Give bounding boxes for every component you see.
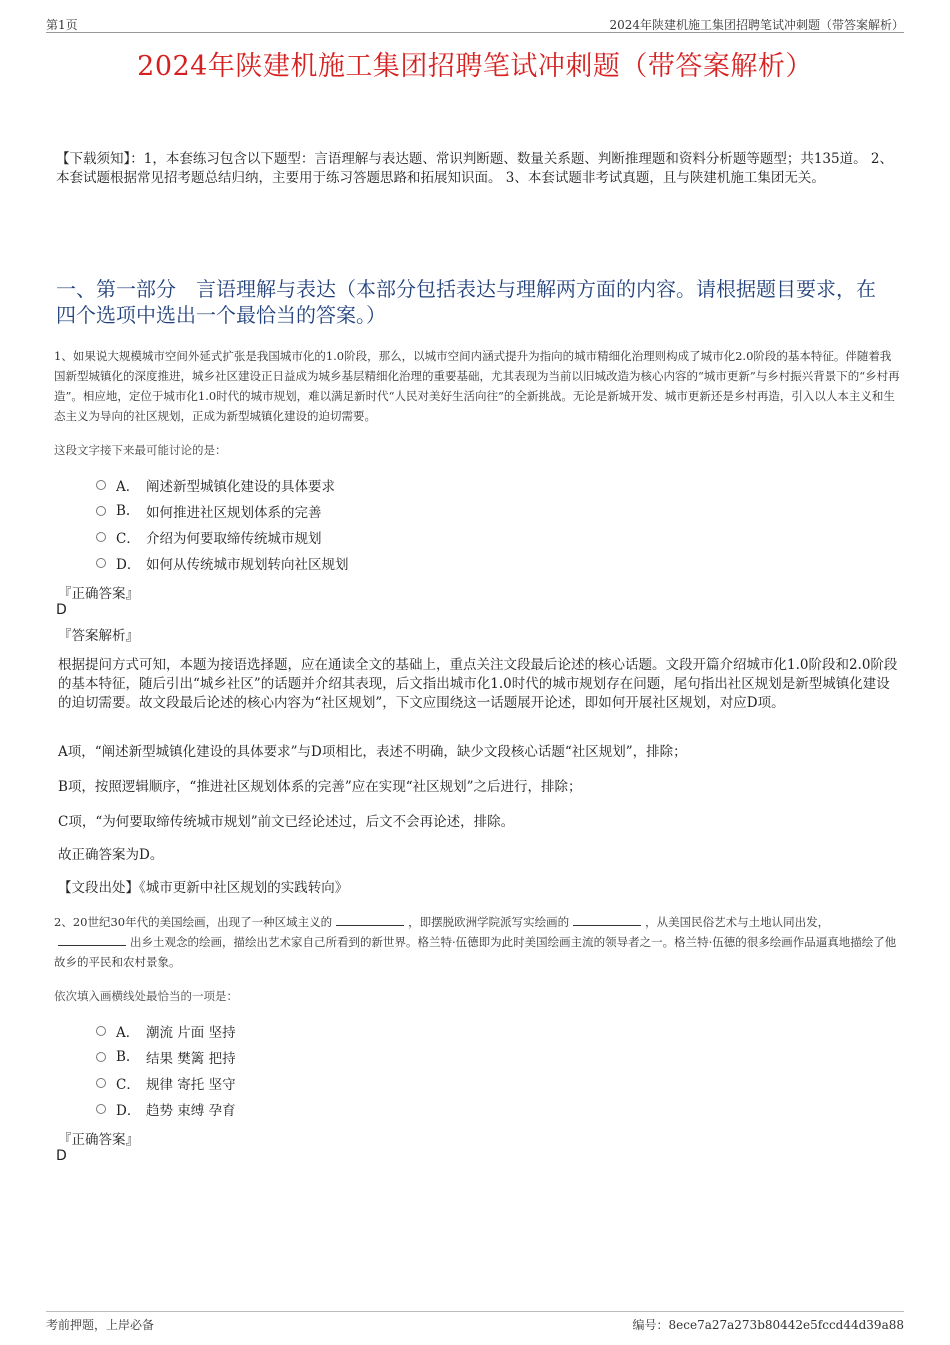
answer-label: 『正确答案』 [58, 586, 139, 602]
question-2-prompt: 依次填入画横线处最恰当的一项是： [54, 989, 238, 1003]
question-2-options [96, 1018, 236, 1122]
question-2-text: 2、20世纪30年代的美国绘画，出现了一种区域主义的 ，即摆脱欧洲学院派写实绘画的 ，从美国民俗艺术与土地认同出发，出乡土观念的绘画，描绘出艺术家自己所看到的新世界。格兰特·伍德即为此时美国绘画主流的领导者之一。格兰特·伍德的很多绘画作品逼真地描绘了他故乡的平民和农村景象。 [54, 915, 897, 969]
option-b[interactable]: B. 如何推进社区规划体系的完善 [96, 498, 349, 524]
document-title: 2024年陕建机施工集团招聘笔试冲刺题（带答案解析） [137, 51, 813, 82]
page-footer [46, 1311, 904, 1332]
page-number: 第1页 [46, 18, 78, 32]
option-c[interactable]: C． 规律 寄托 坚守 [96, 1070, 236, 1096]
question-1-prompt: 这段文字接下来最可能讨论的是： [54, 443, 227, 457]
answer-label: 『正确答案』 [58, 1132, 139, 1148]
footer-serial: 编号：8ece7a27a273b80442e5fccd44d39a88 [632, 1318, 904, 1332]
radio-icon[interactable] [96, 532, 106, 542]
radio-icon[interactable] [96, 1052, 106, 1062]
option-d[interactable]: D． 趋势 束缚 孕育 [96, 1096, 236, 1122]
radio-icon[interactable] [96, 480, 106, 490]
option-a[interactable]: A． 潮流 片面 坚持 [96, 1018, 236, 1044]
answer-value: D [56, 1148, 67, 1164]
question-1-options [96, 472, 349, 576]
option-c[interactable]: C． 介绍为何要取缔传统城市规划 [96, 524, 349, 550]
analysis-paragraph: C项，“为何要取缔传统城市规划”前文已经论述过，后文不会再论述，排除。 [58, 814, 515, 830]
source-citation: 【文段出处】《城市更新中社区规划的实践转向》 [58, 880, 349, 896]
analysis-label: 『答案解析』 [58, 628, 139, 644]
analysis-paragraph: 根据提问方式可知，本题为接语选择题，应在通读全文的基础上，重点关注文段最后论述的核心话题。文段开篇介绍城市化1.0阶段和2.0阶段的基本特征，随后引出“城乡社区”的话题并介绍其表现，后文指出城市化1.0时代的城市规划存在问题，尾句指出社区规划是新型城镇化建设的迫切需要。故文段最后论述的核心内容为“社区规划”，下文应围绕这一话题展开论述，即如何开展社区规划，对应D项。 [58, 657, 898, 711]
option-b[interactable]: B. 结果 樊篱 把持 [96, 1044, 236, 1070]
radio-icon[interactable] [96, 506, 106, 516]
radio-icon[interactable] [96, 558, 106, 568]
section-title: 一、第一部分 言语理解与表达（本部分包括表达与理解两方面的内容。请根据题目要求，在四个选项中选出一个最恰当的答案。） [56, 277, 876, 327]
footer-slogan: 考前押题，上岸必备 [46, 1318, 155, 1332]
radio-icon[interactable] [96, 1026, 106, 1036]
download-notice: 【下载须知】：1，本套练习包含以下题型：言语理解与表达题、常识判断题、数量关系题、判断推理题和资料分析题等题型；共135道。 2、本套试题根据常见招考题总结归纳，主要用于练习答题思路和拓展知识面。 3、本套试题非考试真题，且与陕建机施工集团无关。 [56, 151, 893, 186]
radio-icon[interactable] [96, 1078, 106, 1088]
analysis-paragraph: A项，“阐述新型城镇化建设的具体要求”与D项相比，表述不明确，缺少文段核心话题“社区规划”，排除； [58, 744, 687, 760]
fill-blank [58, 933, 126, 946]
fill-blank [573, 913, 641, 926]
header-doc-title: 2024年陕建机施工集团招聘笔试冲刺题（带答案解析） [609, 18, 904, 32]
option-a[interactable]: A． 阐述新型城镇化建设的具体要求 [96, 472, 349, 498]
fill-blank [336, 913, 404, 926]
analysis-paragraph: 故正确答案为D。 [58, 847, 164, 863]
option-d[interactable]: D． 如何从传统城市规划转向社区规划 [96, 550, 349, 576]
analysis-paragraph: B项，按照逻辑顺序，“推进社区规划体系的完善”应在实现“社区规划”之后进行，排除； [58, 779, 582, 795]
page-header [46, 14, 904, 33]
answer-value: D [56, 602, 67, 618]
radio-icon[interactable] [96, 1104, 106, 1114]
question-1-text: 1、如果说大规模城市空间外延式扩张是我国城市化的1.0阶段，那么，以城市空间内涵式提升为指向的城市精细化治理则构成了城市化2.0阶段的基本特征。伴随着我国新型城镇化的深度推进，城乡社区建设正日益成为城乡基层精细化治理的重要基础，尤其表现为当前以旧城改造为核心内容的“城市更新”与乡村振兴背景下的“乡村再造”。相应地，定位于城市化1.0时代的城市规划，难以满足新时代“人民对美好生活向往”的全新挑战。无论是新城开发、城市更新还是乡村再造，引入以人本主义和生态主义为导向的社区规划，正成为新型城镇化建设的迫切需要。 [54, 349, 900, 423]
